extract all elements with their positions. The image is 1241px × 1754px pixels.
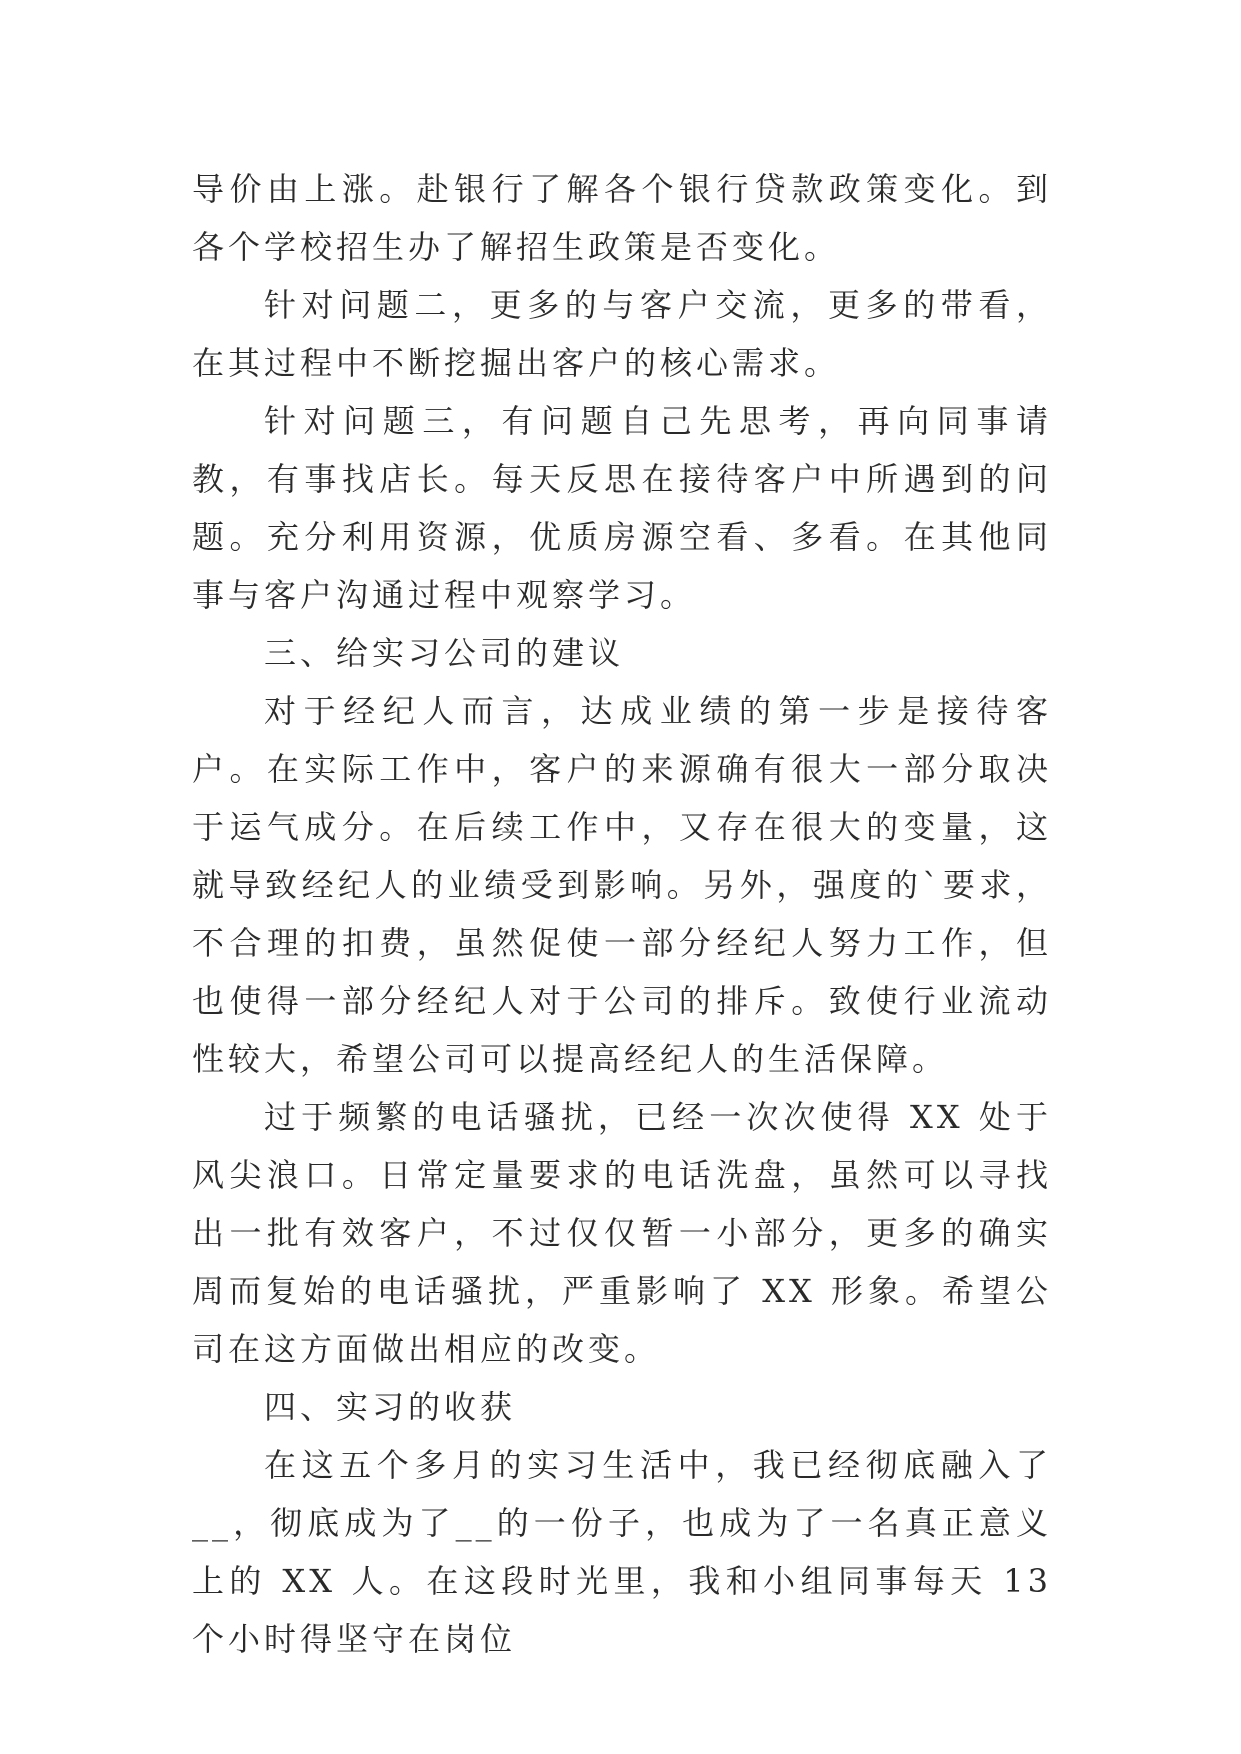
section-heading: 四、实习的收获 — [264, 1388, 517, 1426]
paragraph: 在这五个多月的实习生活中，我已经彻底融入了__，彻底成为了__的一份子，也成为了一名真正意义上的 XX 人。在这段时光里，我和小组同事每天 13 个小时得坚守在岗位 — [192, 1446, 1052, 1658]
paragraph: 导价由上涨。赴银行了解各个银行贷款政策变化。到各个学校招生办了解招生政策是否变化。 — [192, 170, 1052, 266]
paragraph: 针对问题三，有问题自己先思考，再向同事请教，有事找店长。每天反思在接待客户中所遇到的问题。充分利用资源，优质房源空看、多看。在其他同事与客户沟通过程中观察学习。 — [192, 402, 1052, 614]
paragraph: 针对问题二，更多的与客户交流，更多的带看，在其过程中不断挖掘出客户的核心需求。 — [192, 286, 1052, 382]
paragraph: 过于频繁的电话骚扰，已经一次次使得 XX 处于风尖浪口。日常定量要求的电话洗盘，虽然可以寻找出一批有效客户，不过仅仅暂一小部分，更多的确实周而复始的电话骚扰，严重影响了 XX 形象。希望公司在这方面做出相应的改变。 — [192, 1098, 1052, 1368]
document-body — [192, 160, 1052, 1668]
paragraph: 对于经纪人而言，达成业绩的第一步是接待客户。在实际工作中，客户的来源确有很大一部分取决于运气成分。在后续工作中，又存在很大的变量，这就导致经纪人的业绩受到影响。另外，强度的`要求，不合理的扣费，虽然促使一部分经纪人努力工作，但也使得一部分经纪人对于公司的排斥。致使行业流动性较大，希望公司可以提高经纪人的生活保障。 — [192, 692, 1052, 1078]
section-heading: 三、给实习公司的建议 — [264, 634, 625, 672]
